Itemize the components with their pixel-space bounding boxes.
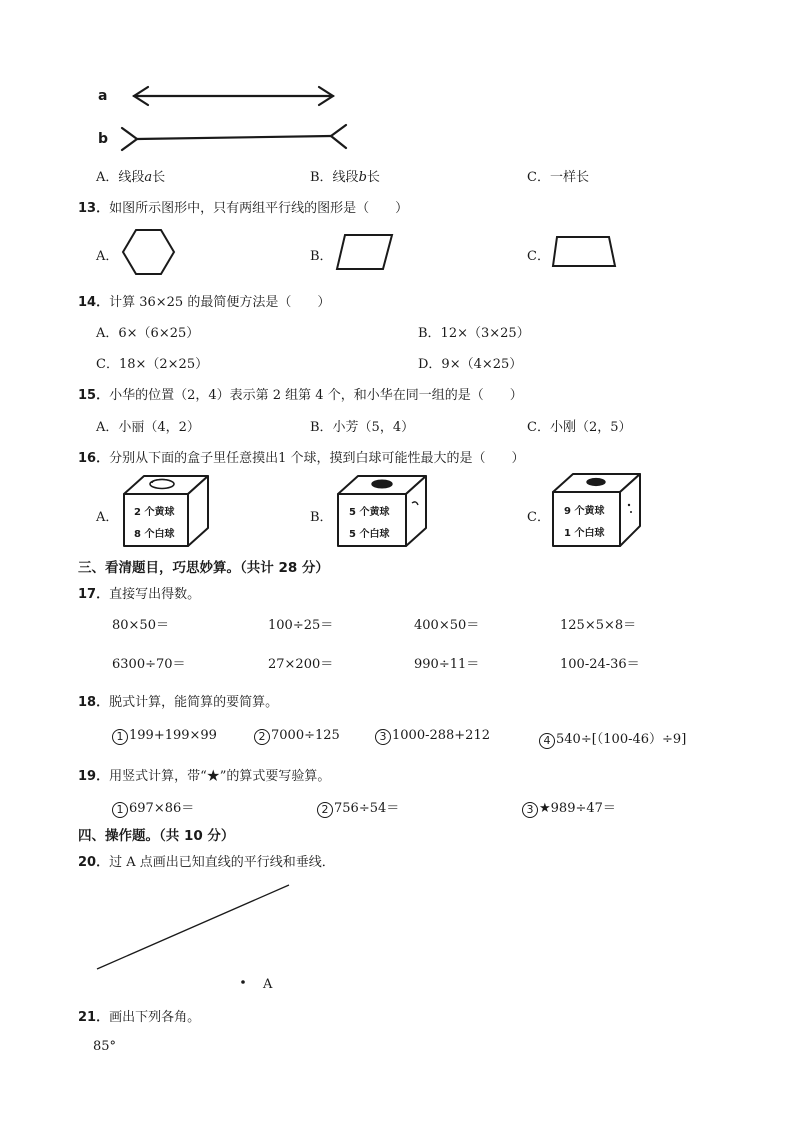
- q13-option-b-label[interactable]: B．: [310, 249, 333, 264]
- q20-stem: 20．过 A 点画出已知直线的平行线和垂线．: [78, 855, 335, 870]
- box-a-yellow: 2 个黄球: [134, 507, 175, 518]
- circled-number: 1: [112, 729, 128, 745]
- box-b-yellow: 5 个黄球: [349, 507, 390, 518]
- box-b-white: 5 个白球: [349, 529, 390, 540]
- segment-a-label: a: [98, 88, 108, 104]
- q16-option-a-label[interactable]: A．: [96, 510, 119, 525]
- section-3-title: 三、看清题目，巧思妙算。（共计 28 分）: [78, 560, 329, 576]
- q12-option-a[interactable]: A．线段a长: [96, 170, 166, 185]
- q19-item-2[interactable]: 2 756÷54＝: [317, 797, 399, 818]
- section-4-title: 四、操作题。（共 10 分）: [78, 828, 235, 844]
- box-a-white: 8 个白球: [134, 529, 175, 540]
- q15-stem: 15．小华的位置（2，4）表示第 2 组第 4 个，和小华在同一组的是（ ）: [78, 388, 523, 403]
- q13-stem: 13．如图所示图形中，只有两组平行线的图形是（ ）: [78, 201, 409, 216]
- calc-item[interactable]: 125×5×8＝: [560, 618, 637, 633]
- q21-stem: 21．画出下列各角。: [78, 1010, 201, 1025]
- q17-stem: 17．直接写出得数。: [78, 587, 201, 602]
- circled-number: 4: [539, 733, 555, 749]
- circled-number: 3: [522, 802, 538, 818]
- circled-number: 3: [375, 729, 391, 745]
- given-line: [97, 885, 289, 969]
- calc-item[interactable]: 100÷25＝: [268, 618, 334, 633]
- calc-item[interactable]: 400×50＝: [414, 618, 480, 633]
- calc-item[interactable]: 990÷11＝: [414, 657, 480, 672]
- q16-option-c-label[interactable]: C．: [527, 510, 550, 525]
- q16-option-b-label[interactable]: B．: [310, 510, 333, 525]
- q13-option-a-label[interactable]: A．: [96, 249, 119, 264]
- q12-option-b[interactable]: B．线段b长: [310, 170, 380, 185]
- q18-item-1[interactable]: 1 199+199×99: [112, 728, 217, 745]
- q14-option-a[interactable]: A．6×（6×25）: [96, 326, 200, 341]
- calc-item[interactable]: 80×50＝: [112, 618, 169, 633]
- circled-number: 2: [254, 729, 270, 745]
- q19-stem: 19．用竖式计算，带“★”的算式要写验算。: [78, 769, 331, 784]
- q15-option-b[interactable]: B．小芳（5，4）: [310, 420, 415, 435]
- q14-option-b[interactable]: B．12×（3×25）: [418, 326, 530, 341]
- q18-item-3[interactable]: 3 1000-288+212: [375, 728, 490, 745]
- point-a: [241, 980, 245, 984]
- circled-number: 1: [112, 802, 128, 818]
- q13-option-c-label[interactable]: C．: [527, 249, 550, 264]
- q12-option-c[interactable]: C．一样长: [527, 170, 589, 185]
- q18-item-4[interactable]: 4 540÷[（100-46）÷9]: [539, 728, 686, 749]
- calc-item[interactable]: 27×200＝: [268, 657, 334, 672]
- box-c-white: 1 个白球: [564, 528, 605, 539]
- point-a-label: A: [263, 977, 273, 992]
- calc-item[interactable]: 6300÷70＝: [112, 657, 186, 672]
- circled-number: 2: [317, 802, 333, 818]
- q16-stem: 16．分别从下面的盒子里任意摸出1 个球，摸到白球可能性最大的是（ ）: [78, 451, 525, 466]
- box-c-yellow: 9 个黄球: [564, 506, 605, 517]
- q15-option-a[interactable]: A．小丽（4，2）: [96, 420, 200, 435]
- q19-item-3[interactable]: 3 ★989÷47＝: [522, 797, 616, 818]
- q19-item-1[interactable]: 1 697×86＝: [112, 797, 194, 818]
- angle-85-label: 85°: [93, 1039, 117, 1054]
- q14-option-c[interactable]: C．18×（2×25）: [96, 357, 209, 372]
- calc-item[interactable]: 100-24-36＝: [560, 657, 640, 672]
- q14-option-d[interactable]: D．9×（4×25）: [418, 357, 523, 372]
- q18-stem: 18．脱式计算，能简算的要简算。: [78, 695, 279, 710]
- q15-option-c[interactable]: C．小刚（2，5）: [527, 420, 632, 435]
- q18-item-2[interactable]: 2 7000÷125: [254, 728, 340, 745]
- segment-b-label: b: [98, 131, 109, 147]
- q14-stem: 14．计算 36×25 的最简便方法是（ ）: [78, 295, 331, 310]
